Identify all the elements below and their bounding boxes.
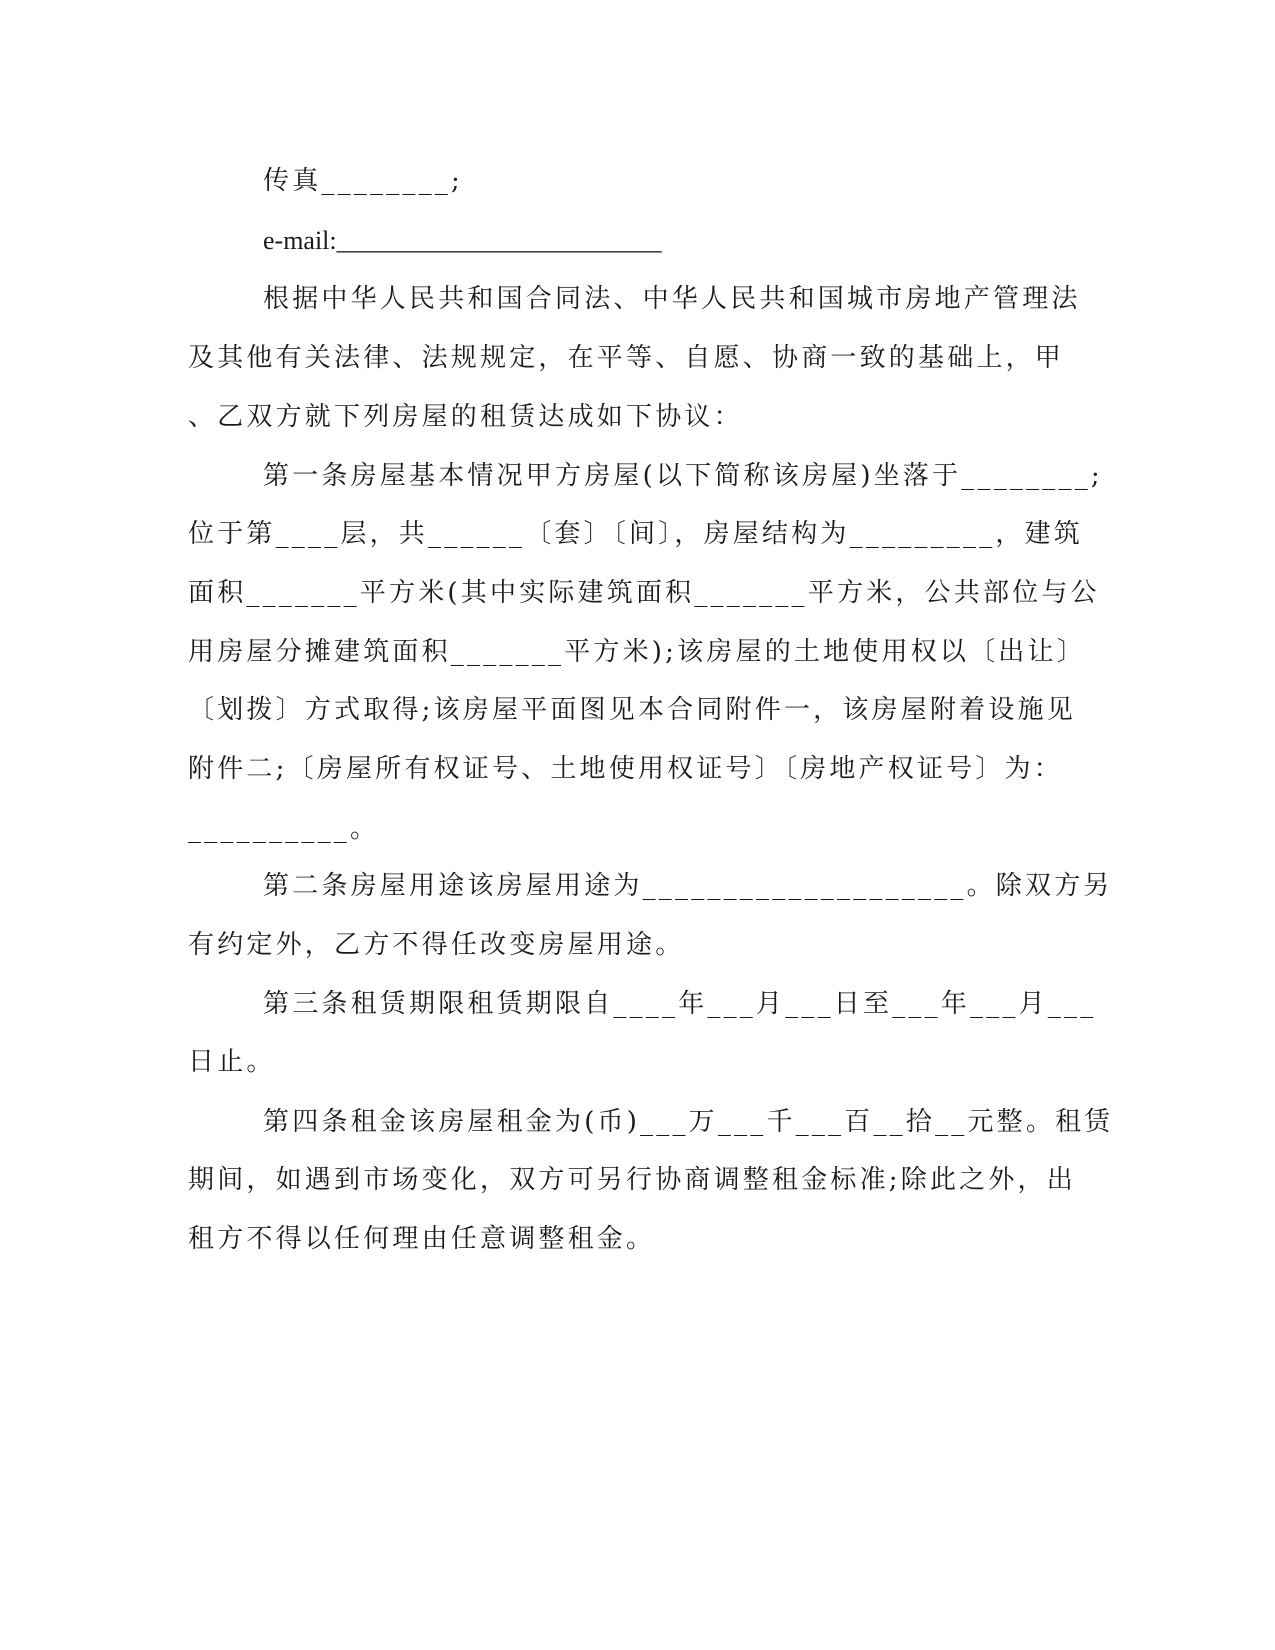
email-line: e-mail:_________________________ <box>263 226 662 255</box>
preamble-line-1: 根据中华人民共和国合同法、中华人民共和国城市房地产管理法 <box>263 284 1081 314</box>
article-1-line-2: 位于第____层，共______〔套〕〔间〕，房屋结构为_________，建筑 <box>188 519 1084 549</box>
article-1-line-7: __________。 <box>188 814 380 844</box>
preamble-line-3: 、乙双方就下列房屋的租赁达成如下协议： <box>188 402 743 432</box>
article-1-line-1: 第一条房屋基本情况甲方房屋(以下简称该房屋)坐落于________; <box>263 461 1103 491</box>
article-2-line-2: 有约定外，乙方不得任改变房屋用途。 <box>188 930 685 960</box>
article-3-line-2: 日止。 <box>188 1047 276 1077</box>
article-4-line-3: 租方不得以任何理由任意调整租金。 <box>188 1224 656 1254</box>
article-2-line-1: 第二条房屋用途该房屋用途为____________________。除双方另 <box>263 871 1113 901</box>
article-4-line-1: 第四条租金该房屋租金为(币)___万___千___百__拾__元整。租赁 <box>263 1107 1114 1137</box>
fax-line: 传真________; <box>263 166 463 196</box>
article-4-line-2: 期间，如遇到市场变化，双方可另行协商调整租金标准;除此之外，出 <box>188 1165 1076 1195</box>
article-3-line-1: 第三条租赁期限租赁期限自____年___月___日至___年___月___ <box>263 989 1097 1019</box>
article-1-line-5: 〔划拨〕方式取得;该房屋平面图见本合同附件一，该房屋附着设施见 <box>188 695 1076 725</box>
article-1-line-6: 附件二;〔房屋所有权证号、土地使用权证号〕〔房地产权证号〕为： <box>188 754 1063 784</box>
article-1-line-4: 用房屋分摊建筑面积_______平方米);该房屋的土地使用权以〔出让〕 <box>188 637 1086 667</box>
preamble-line-2: 及其他有关法律、法规规定，在平等、自愿、协商一致的基础上，甲 <box>188 343 1065 373</box>
article-1-line-3: 面积_______平方米(其中实际建筑面积_______平方米，公共部位与公 <box>188 578 1100 608</box>
